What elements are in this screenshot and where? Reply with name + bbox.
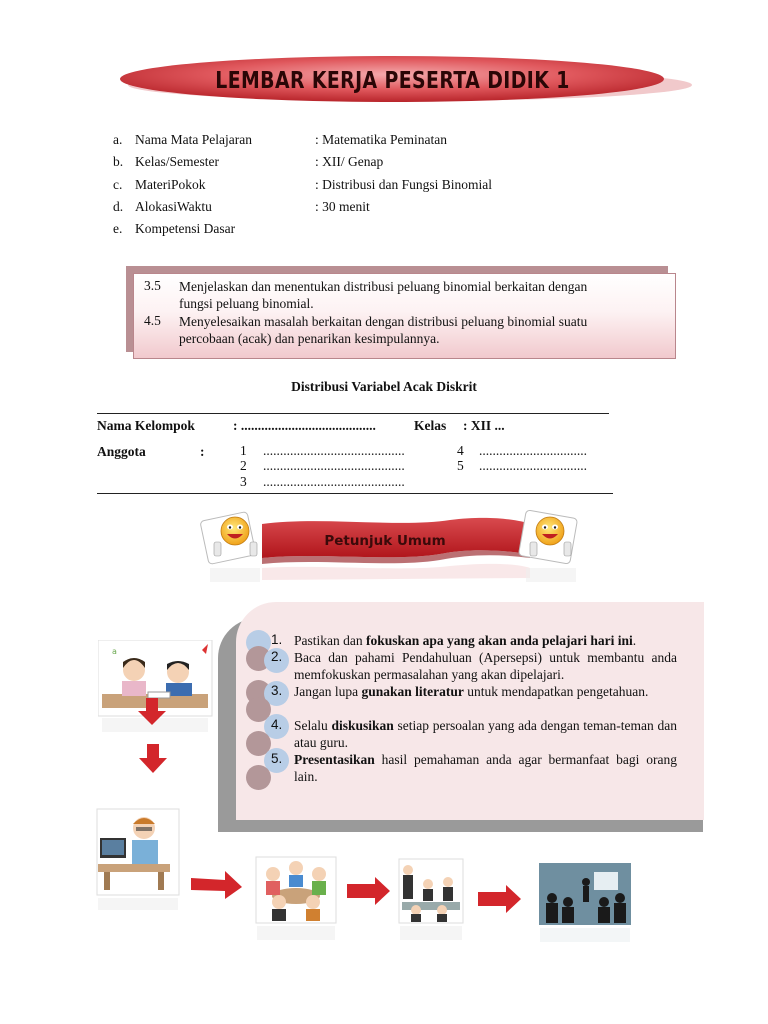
member-number: 2 [240,458,247,473]
step-text: Baca dan pahami Pendahuluan (Apersepsi) untuk membantu anda memfokuskan permasalahan yang akan dipelajari. [294,650,677,682]
page-title: LEMBAR KERJA PESERTA DIDIK 1 [215,68,570,94]
info-row [113,219,633,239]
info-value: : Matematika Peminatan [315,132,447,147]
member-number: 3 [240,474,247,489]
member-field[interactable]: ................................ [479,443,587,458]
petunjuk-banner-label: Petunjuk Umum [324,533,446,549]
info-label: MateriPokok [135,177,206,192]
info-label: Kelas/Semester [135,154,219,169]
presentation-illustration [538,862,632,944]
info-value: : XII/ Genap [315,154,384,169]
step-number: 4. [271,717,283,732]
group-name-label: Nama Kelompok [97,418,195,433]
info-value: : 30 menit [315,199,370,214]
step-number: 1. [271,632,283,647]
step-number: 5. [271,751,283,766]
kd-number: 4.5 [144,313,161,328]
info-row [113,197,633,217]
arrow-down-icon [137,698,167,726]
member-field[interactable]: .......................................... [263,443,405,458]
kd-text: percobaan (acak) dan penarikan kesimpulannya. [179,331,440,346]
step-text: Selalu diskusikan setiap persoalan yang ada dengan teman-teman dan atau guru. [294,718,677,750]
members-label: Anggota [97,444,146,459]
info-label: Nama Mata Pelajaran [135,132,252,147]
team-meeting-illustration [398,858,464,942]
svg-text:a: a [112,647,117,656]
member-field[interactable]: ................................ [479,458,587,473]
info-row [113,130,633,150]
class-label: Kelas [414,418,447,433]
step-circle [246,765,271,790]
info-value: : Distribusi dan Fungsi Binomial [315,177,493,192]
divider [97,493,613,494]
step-text: Jangan lupa gunakan literatur untuk mendapatkan pengetahuan. [294,684,649,699]
kd-number: 3.5 [144,278,161,293]
divider [97,413,609,414]
class-field[interactable]: : XII ... [463,418,505,433]
info-letter: d. [113,199,124,214]
step-text: Presentasikan hasil pemahaman anda agar bermanfaat bagi orang lain. [294,752,677,784]
info-letter: a. [113,132,123,147]
info-letter: c. [113,177,123,192]
arrow-right-icon [347,876,391,906]
member-number: 1 [240,443,247,458]
kd-text: Menjelaskan dan menentukan distribusi peluang binomial berkaitan dengan [179,279,588,294]
arrow-right-icon [191,870,243,900]
member-field[interactable]: .......................................... [263,458,405,473]
arrow-down-icon [138,744,168,774]
step-number: 3. [271,683,283,698]
kd-text: fungsi peluang binomial. [179,296,314,311]
step-number: 2. [271,649,283,664]
info-letter: e. [113,221,123,236]
info-letter: b. [113,154,124,169]
group-name-field[interactable]: : ........................................ [233,418,376,433]
members-colon: : [200,444,205,459]
member-field[interactable]: .......................................... [263,474,405,489]
arrow-right-icon [478,884,522,914]
competency-box [133,273,676,359]
info-row [113,175,633,195]
step-text: Pastikan dan fokuskan apa yang akan anda pelajari hari ini. [294,633,637,648]
info-label: Kompetensi Dasar [135,221,236,236]
info-label: AlokasiWaktu [135,199,212,214]
person-at-computer-illustration [96,808,182,912]
section-subtitle: Distribusi Variabel Acak Diskrit [291,379,477,394]
member-number: 5 [457,458,464,473]
member-number: 4 [457,443,464,458]
smiley-left-icon [200,511,260,582]
group-discussion-illustration [255,856,337,942]
smiley-right-icon [518,510,577,582]
info-row [113,152,633,172]
kd-text: Menyelesaikan masalah berkaitan dengan distribusi peluang binomial suatu [179,314,588,329]
